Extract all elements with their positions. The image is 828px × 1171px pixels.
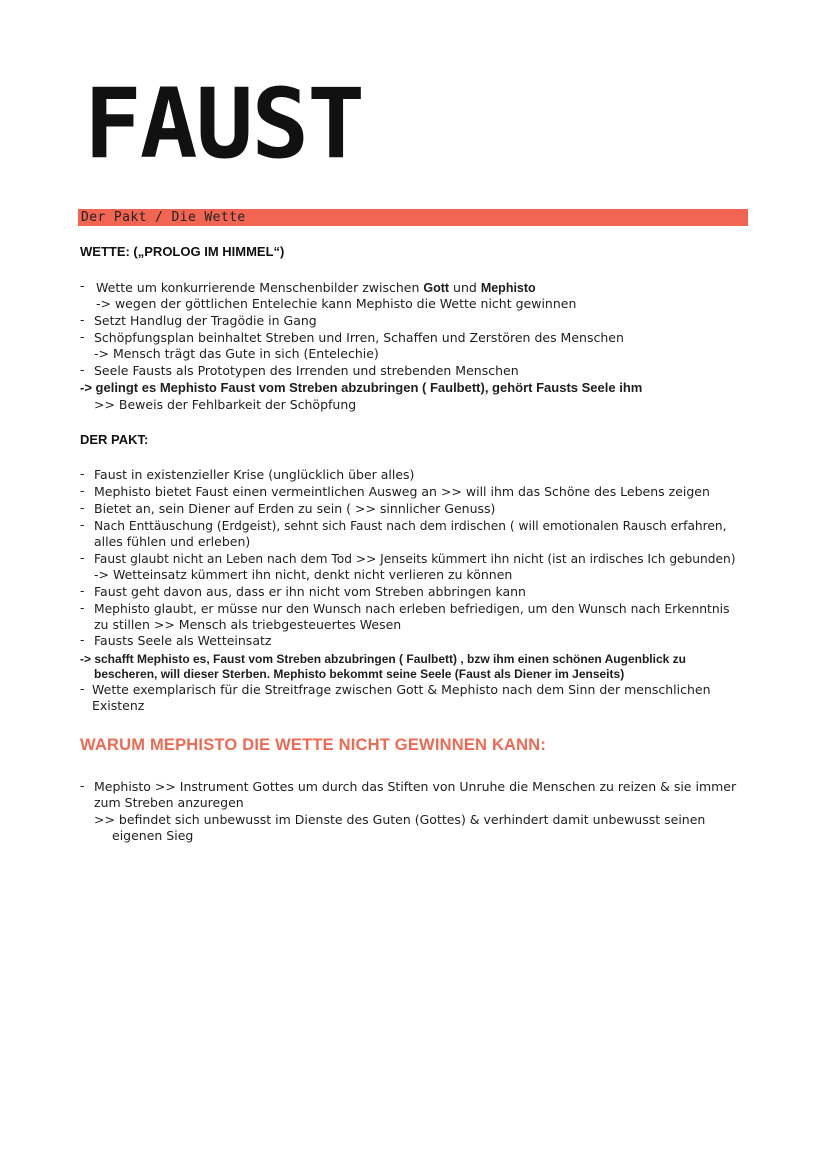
wette-line-6: Seele Fausts als Prototypen des Irrenden und strebenden Menschen	[94, 363, 519, 378]
bullet-dash: -	[80, 466, 85, 481]
wette-line-3: Setzt Handlug der Tragödie in Gang	[94, 313, 317, 328]
bullet-dash: -	[80, 583, 85, 598]
bullet-dash: -	[80, 329, 85, 344]
warum-line-3: >> befindet sich unbewusst im Dienste des Guten (Gottes) & verhindert damit unbewusst seinen	[94, 812, 706, 827]
bullet-dash: -	[80, 550, 85, 565]
banner-text: Der Pakt / Die Wette	[81, 210, 246, 225]
wette-line-5: -> Mensch trägt das Gute in sich (Entelechie)	[94, 346, 379, 361]
page-title: FAUST	[84, 68, 363, 180]
bullet-dash: -	[80, 278, 85, 293]
wette-line-7: -> gelingt es Mephisto Faust vom Streben abzubringen ( Faulbett), gehört Fausts Seele ihm	[80, 380, 643, 395]
pakt-line-2: Mephisto bietet Faust einen vermeintlichen Ausweg an >> will ihm das Schöne des Lebens zeigen	[94, 484, 710, 499]
wette-line-2: -> wegen der göttlichen Entelechie kann Mephisto die Wette nicht gewinnen	[96, 296, 577, 311]
bullet-dash: -	[80, 500, 85, 515]
gott-bold: Gott	[423, 281, 450, 295]
bullet-dash: -	[80, 600, 85, 615]
pakt-line-14: Wette exemplarisch für die Streitfrage zwischen Gott & Mephisto nach dem Sinn der menschlichen	[92, 682, 711, 697]
warum-line-2: zum Streben anzuregen	[94, 795, 244, 810]
pakt-line-5: alles fühlen und erleben)	[94, 534, 251, 549]
bullet-dash: -	[80, 778, 85, 793]
wette-line-4: Schöpfungsplan beinhaltet Streben und Irren, Schaffen und Zerstören des Menschen	[94, 330, 624, 345]
bullet-dash: -	[80, 362, 85, 377]
pakt-line-11: Fausts Seele als Wetteinsatz	[94, 633, 272, 648]
pakt-line-6: Faust glaubt nicht an Leben nach dem Tod >> Jenseits kümmert ihn nicht (ist an irdisches Ich gebunden)	[94, 552, 736, 566]
pakt-line-15: Existenz	[92, 698, 145, 713]
pakt-line-12: -> schafft Mephisto es, Faust vom Streben abzubringen ( Faulbett) , bzw ihm einen schönen Augenblick zu	[80, 652, 686, 666]
pakt-line-1: Faust in existenzieller Krise (unglücklich über alles)	[94, 467, 415, 482]
bullet-dash: -	[80, 681, 85, 696]
pakt-line-10: zu stillen >> Mensch als triebgesteuertes Wesen	[94, 617, 402, 632]
pakt-line-8: Faust geht davon aus, dass er ihn nicht vom Streben abbringen kann	[94, 584, 526, 599]
wette-line-1-text: Wette um konkurrierende Menschenbilder zwischen	[96, 280, 424, 295]
bullet-dash: -	[80, 312, 85, 327]
warum-heading: WARUM MEPHISTO DIE WETTE NICHT GEWINNEN KANN:	[80, 736, 547, 754]
pakt-heading: DER PAKT:	[80, 432, 149, 447]
und-text: und	[449, 280, 481, 295]
section-banner	[78, 209, 748, 226]
pakt-line-7: -> Wetteinsatz kümmert ihn nicht, denkt nicht verlieren zu können	[94, 567, 513, 582]
wette-heading: WETTE: („PROLOG IM HIMMEL“)	[80, 244, 285, 259]
wette-line-1	[96, 280, 536, 296]
warum-line-4: eigenen Sieg	[112, 828, 194, 843]
pakt-line-3: Bietet an, sein Diener auf Erden zu sein ( >> sinnlicher Genuss)	[94, 501, 496, 516]
warum-line-1: Mephisto >> Instrument Gottes um durch das Stiften von Unruhe die Menschen zu reizen & sie immer	[94, 779, 737, 794]
pakt-line-13: bescheren, will dieser Sterben. Mephisto bekommt seine Seele (Faust als Diener im Jenseits)	[94, 667, 625, 681]
bullet-dash: -	[80, 483, 85, 498]
bullet-dash: -	[80, 517, 85, 532]
bullet-dash: -	[80, 632, 85, 647]
mephisto-bold: Mephisto	[480, 281, 536, 295]
pakt-line-9: Mephisto glaubt, er müsse nur den Wunsch nach erleben befriedigen, um den Wunsch nach Erkenntnis	[94, 602, 730, 616]
pakt-line-4: Nach Enttäuschung (Erdgeist), sehnt sich Faust nach dem irdischen ( will emotionalen Rausch erfahren,	[94, 519, 727, 533]
wette-line-8: >> Beweis der Fehlbarkeit der Schöpfung	[94, 397, 357, 412]
